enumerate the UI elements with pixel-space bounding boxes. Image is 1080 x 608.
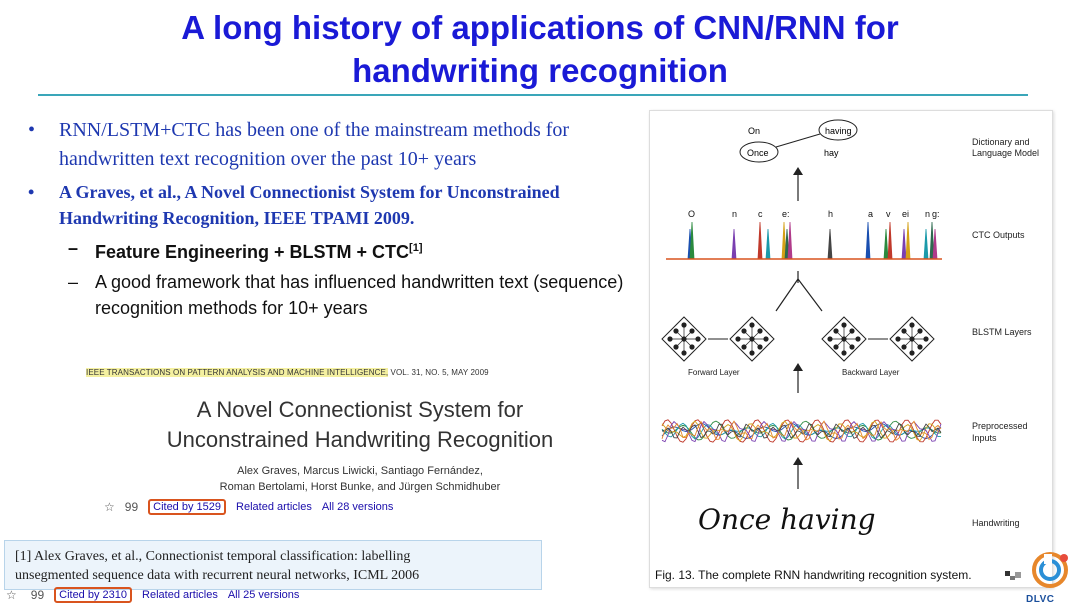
bullet-list xyxy=(24,116,654,321)
journal-issue: VOL. 31, NO. 5, MAY 2009 xyxy=(390,368,489,377)
sub-bullet-text: Feature Engineering + BLSTM + CTC xyxy=(95,242,410,262)
ctc-spikes xyxy=(688,222,937,259)
paper-title xyxy=(110,395,610,455)
label-preprocessed: Preprocessed xyxy=(972,421,1028,431)
arrow-head xyxy=(793,457,803,465)
quote-icon[interactable]: 99 xyxy=(30,588,45,602)
label-inputs: Inputs xyxy=(972,433,997,443)
journal-header xyxy=(86,368,489,377)
ctc-letter: O xyxy=(688,209,696,219)
bullet-glyph: • xyxy=(28,182,35,202)
ctc-letter: g: xyxy=(932,209,940,219)
ctc-letter: e: xyxy=(782,209,790,219)
label-backward-layer: Backward Layer xyxy=(842,368,900,377)
cited-by-link[interactable]: Cited by 1529 xyxy=(148,499,226,515)
label-handwriting: Handwriting xyxy=(972,518,1020,528)
ctc-letter: v xyxy=(886,209,891,219)
word-on: On xyxy=(748,126,761,136)
ctc-letter: n xyxy=(732,209,738,219)
bullet-item xyxy=(24,179,654,231)
word-having: having xyxy=(825,126,852,136)
authors-line2: Roman Bertolami, Horst Bunke, and Jürgen Schmidhuber xyxy=(219,481,501,493)
cited-by-link[interactable]: Cited by 2310 xyxy=(54,587,132,603)
ctc-letter: ei xyxy=(902,209,910,219)
ctc-spike xyxy=(933,229,937,259)
paper-title-line1: A Novel Connectionist System for xyxy=(196,397,524,422)
footnote-line2: unsegmented sequence data with recurrent neural networks, ICML 2006 xyxy=(15,568,420,583)
authors-line1: Alex Graves, Marcus Liwicki, Santiago Fernández, xyxy=(237,465,483,477)
word-hay: hay xyxy=(824,148,839,158)
ctc-spike xyxy=(866,222,870,259)
ctc-spike xyxy=(766,229,770,259)
handwriting-sample: Once having xyxy=(698,503,876,536)
all-versions-link[interactable]: All 25 versions xyxy=(227,589,300,601)
quote-icon[interactable]: 99 xyxy=(124,500,139,514)
arrow xyxy=(798,279,822,311)
ctc-spike xyxy=(884,229,888,259)
rnn-system-diagram xyxy=(650,111,1052,587)
blstm-network-icons xyxy=(662,317,934,361)
arrow-head xyxy=(793,363,803,371)
preprocessed-signal-plot xyxy=(662,420,941,442)
sub-bullet-item xyxy=(24,269,654,321)
dash-glyph: – xyxy=(68,238,79,258)
bullet-item xyxy=(24,116,654,174)
arrow xyxy=(776,279,798,311)
label-language-model: Language Model xyxy=(972,148,1040,158)
ctc-spike xyxy=(924,229,928,259)
scholar-citation-row xyxy=(6,587,309,603)
sub-bullet-item xyxy=(24,235,654,265)
network-icon xyxy=(662,317,706,361)
reference-marker: [1] xyxy=(409,242,423,254)
sub-bullet-text: A good framework that has influenced handwritten text (sequence) recognition methods for 10+ years xyxy=(95,272,624,318)
label-ctc-outputs: CTC Outputs xyxy=(972,230,1025,240)
slide-title-line1: A long history of applications of CNN/RNN for xyxy=(181,9,899,46)
label-dictionary: Dictionary and xyxy=(972,137,1030,147)
ctc-spike xyxy=(828,229,832,259)
bullet-glyph: • xyxy=(28,119,36,141)
dash-glyph: – xyxy=(68,272,79,292)
journal-name: IEEE TRANSACTIONS ON PATTERN ANALYSIS AND MACHINE INTELLIGENCE, xyxy=(86,368,389,377)
ctc-spike xyxy=(902,229,906,259)
ctc-spike xyxy=(732,229,736,259)
related-articles-link[interactable]: Related articles xyxy=(236,501,312,513)
ctc-letter: a xyxy=(868,209,874,219)
ctc-spike xyxy=(788,222,792,259)
figure-caption: Fig. 13. The complete RNN handwriting recognition system. xyxy=(655,568,972,582)
bullet-text: RNN/LSTM+CTC has been one of the mainstream methods for handwritten text recognition over the past 10+ years xyxy=(59,119,570,170)
star-icon[interactable]: ☆ xyxy=(6,588,17,602)
ctc-spike xyxy=(888,222,892,259)
label-forward-layer: Forward Layer xyxy=(688,368,740,377)
caption-mark xyxy=(1015,572,1021,578)
ctc-letter: n xyxy=(925,209,931,219)
scholar-citation-row xyxy=(104,499,403,515)
word-once: Once xyxy=(747,148,769,158)
ctc-spike xyxy=(758,222,762,259)
paper-authors xyxy=(150,463,570,495)
caption-mark xyxy=(1010,576,1015,580)
ctc-letter: c xyxy=(758,209,763,219)
footnote-line1: [1] Alex Graves, et al., Connectionist temporal classification: labelling xyxy=(15,549,411,564)
title-divider xyxy=(38,94,1028,96)
network-icon xyxy=(822,317,866,361)
ctc-spike xyxy=(906,222,910,259)
word-link xyxy=(776,134,820,147)
ctc-spike xyxy=(690,222,694,259)
network-icon xyxy=(890,317,934,361)
network-icon xyxy=(730,317,774,361)
label-blstm-layers: BLSTM Layers xyxy=(972,327,1032,337)
related-articles-link[interactable]: Related articles xyxy=(142,589,218,601)
paper-title-line2: Unconstrained Handwriting Recognition xyxy=(166,427,554,452)
star-icon[interactable]: ☆ xyxy=(104,500,115,514)
caption-mark xyxy=(1005,571,1010,576)
slide-title xyxy=(0,6,1080,92)
footnote-box xyxy=(4,540,542,590)
logo-text: DLVC xyxy=(1026,594,1055,605)
all-versions-link[interactable]: All 28 versions xyxy=(321,501,394,513)
ctc-letter: h xyxy=(828,209,834,219)
arrow-head xyxy=(793,167,803,175)
ctc-letter-row xyxy=(688,209,940,219)
slide-title-line2: handwriting recognition xyxy=(352,52,728,89)
bullet-text: A Graves, et al., A Novel Connectionist System for Unconstrained Handwriting Recognition, IEEE TPAMI 2009. xyxy=(59,182,560,228)
